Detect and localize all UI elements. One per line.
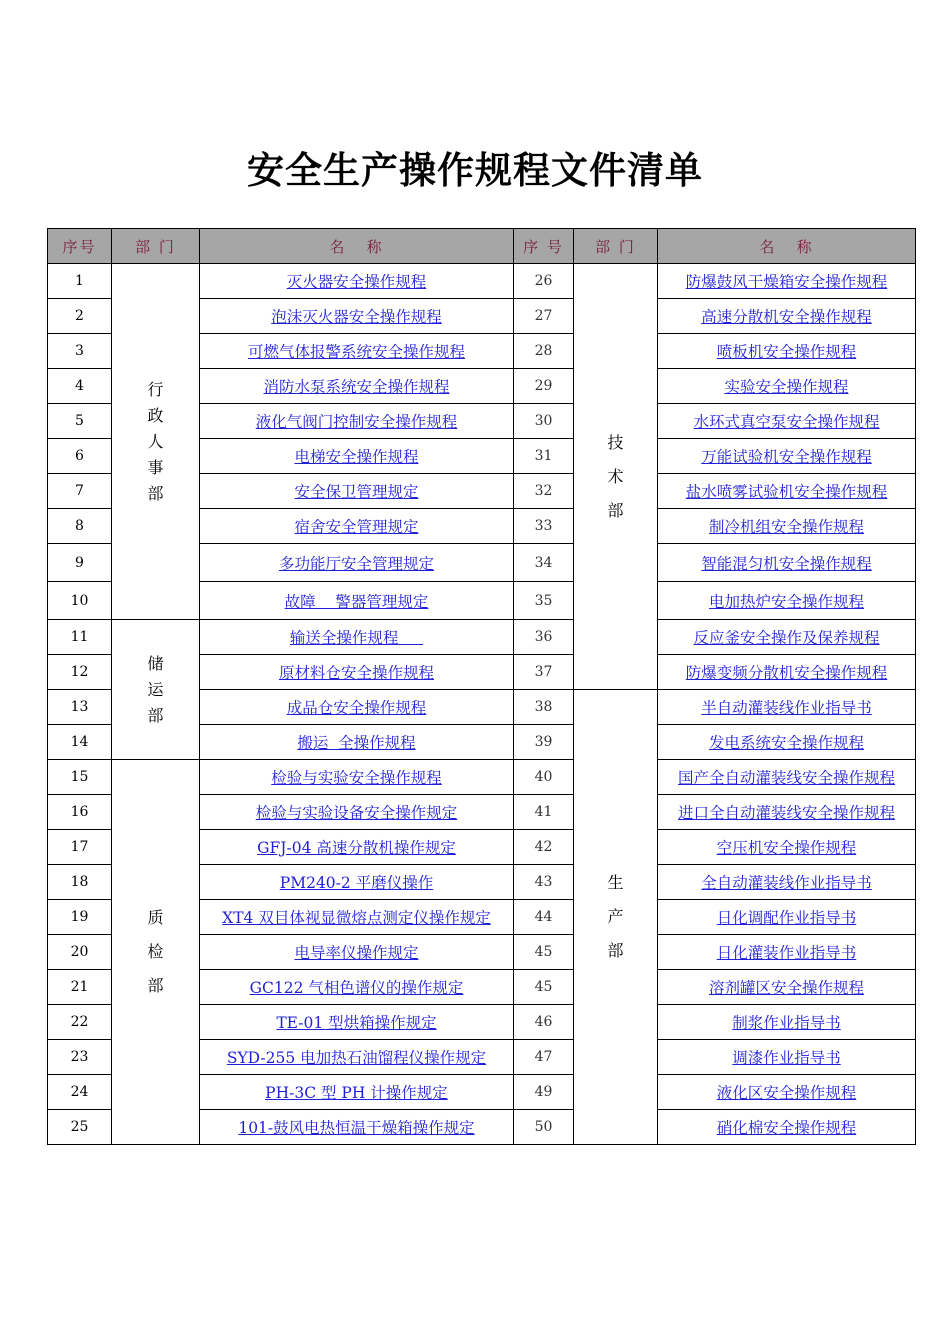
row-number-right: 40 bbox=[514, 760, 574, 795]
department-label: 生产部 bbox=[607, 873, 624, 960]
document-name-cell bbox=[200, 1005, 514, 1040]
row-number-left: 2 bbox=[48, 299, 112, 334]
row-number-right: 33 bbox=[514, 509, 574, 544]
row-number-right: 46 bbox=[514, 1005, 574, 1040]
document-name-cell bbox=[658, 690, 916, 725]
department-label: 技术部 bbox=[607, 432, 624, 520]
row-number-right: 36 bbox=[514, 620, 574, 655]
document-name-cell bbox=[200, 264, 514, 299]
document-link[interactable]: 喷板机安全操作规程 bbox=[716, 343, 857, 361]
document-link[interactable]: 消防水泵系统安全操作规程 bbox=[263, 378, 450, 396]
header-name-right: 名 称 bbox=[658, 229, 916, 264]
header-dept-right: 部 门 bbox=[574, 229, 658, 264]
row-number-left: 4 bbox=[48, 369, 112, 404]
document-link[interactable]: 故障 警器管理规定 bbox=[284, 592, 429, 611]
row-number-left: 17 bbox=[48, 830, 112, 865]
document-name-cell bbox=[200, 474, 514, 509]
document-name-cell bbox=[658, 264, 916, 299]
document-link[interactable]: 反应釜安全操作及保养规程 bbox=[693, 629, 880, 647]
table-header-row bbox=[48, 229, 916, 264]
row-number-right: 47 bbox=[514, 1040, 574, 1075]
document-name-cell bbox=[200, 865, 514, 900]
document-name-cell bbox=[200, 970, 514, 1005]
document-name-cell bbox=[658, 830, 916, 865]
document-link[interactable]: 半自动灌装线作业指导书 bbox=[701, 699, 872, 717]
row-number-left: 19 bbox=[48, 900, 112, 935]
document-link[interactable]: 水环式真空泵安全操作规程 bbox=[693, 413, 880, 431]
document-name-cell bbox=[200, 620, 514, 655]
document-name-cell bbox=[658, 935, 916, 970]
document-name-cell bbox=[200, 795, 514, 830]
row-number-right: 37 bbox=[514, 655, 574, 690]
row-number-left: 21 bbox=[48, 970, 112, 1005]
document-name-cell bbox=[658, 582, 916, 620]
header-name-left: 名 称 bbox=[200, 229, 514, 264]
row-number-right: 49 bbox=[514, 1075, 574, 1110]
row-number-right: 50 bbox=[514, 1110, 574, 1145]
document-link[interactable]: 全自动灌装线作业指导书 bbox=[701, 874, 872, 892]
row-number-left: 24 bbox=[48, 1075, 112, 1110]
document-link[interactable]: 检验与实验设备安全操作规定 bbox=[255, 804, 458, 822]
row-number-right: 27 bbox=[514, 299, 574, 334]
document-name-cell bbox=[200, 544, 514, 582]
document-link[interactable]: GFJ-04 高速分散机操作规定 bbox=[257, 839, 456, 857]
document-link[interactable]: 溶剂罐区安全操作规程 bbox=[708, 979, 864, 997]
document-name-cell bbox=[200, 334, 514, 369]
document-name-cell bbox=[658, 544, 916, 582]
document-link[interactable]: 防爆变频分散机安全操作规程 bbox=[685, 664, 888, 682]
document-link[interactable]: 宿舍安全管理规定 bbox=[294, 518, 419, 536]
document-name-cell bbox=[658, 509, 916, 544]
document-link[interactable]: 实验安全操作规程 bbox=[724, 378, 849, 396]
document-link[interactable]: 万能试验机安全操作规程 bbox=[701, 448, 872, 466]
table-row bbox=[48, 620, 916, 655]
document-link[interactable]: 搬运 全操作规程 bbox=[297, 734, 416, 752]
document-link[interactable]: 智能混匀机安全操作规程 bbox=[701, 554, 872, 573]
row-number-left: 10 bbox=[48, 582, 112, 620]
document-link[interactable]: 电梯安全操作规程 bbox=[294, 448, 419, 466]
row-number-left: 1 bbox=[48, 264, 112, 299]
document-link[interactable]: GC122 气相色谱仪的操作规定 bbox=[249, 979, 464, 997]
document-name-cell bbox=[658, 334, 916, 369]
row-number-left: 23 bbox=[48, 1040, 112, 1075]
document-link[interactable]: 检验与实验安全操作规程 bbox=[271, 769, 442, 787]
row-number-left: 25 bbox=[48, 1110, 112, 1145]
department-label: 质检部 bbox=[147, 908, 164, 995]
document-name-cell bbox=[658, 1005, 916, 1040]
row-number-left: 7 bbox=[48, 474, 112, 509]
row-number-left: 18 bbox=[48, 865, 112, 900]
document-link[interactable]: 高速分散机安全操作规程 bbox=[701, 308, 872, 326]
document-name-cell bbox=[200, 369, 514, 404]
document-name-cell bbox=[658, 1040, 916, 1075]
table-row bbox=[48, 264, 916, 299]
document-name-cell bbox=[658, 369, 916, 404]
document-link[interactable]: SYD-255 电加热石油馏程仪操作规定 bbox=[226, 1049, 487, 1067]
row-number-left: 3 bbox=[48, 334, 112, 369]
document-link[interactable]: 泡沫灭火器安全操作规程 bbox=[271, 308, 442, 326]
row-number-right: 28 bbox=[514, 334, 574, 369]
document-link[interactable]: 进口全自动灌装线安全操作规程 bbox=[677, 804, 895, 822]
row-number-right: 45 bbox=[514, 970, 574, 1005]
department-cell-quality bbox=[112, 760, 200, 1145]
document-link[interactable]: 硝化棉安全操作规程 bbox=[716, 1119, 857, 1137]
document-link[interactable]: 盐水喷雾试验机安全操作规程 bbox=[685, 483, 888, 501]
document-name-cell bbox=[658, 439, 916, 474]
document-list-table bbox=[47, 228, 916, 1145]
department-cell-storage bbox=[112, 620, 200, 760]
document-link[interactable]: 制冷机组安全操作规程 bbox=[708, 518, 864, 536]
document-link[interactable]: 多功能厅安全管理规定 bbox=[278, 554, 434, 573]
document-link[interactable]: 日化调配作业指导书 bbox=[716, 909, 857, 927]
document-name-cell bbox=[658, 1110, 916, 1145]
document-name-cell bbox=[200, 830, 514, 865]
document-name-cell bbox=[200, 760, 514, 795]
header-dept-left: 部 门 bbox=[112, 229, 200, 264]
document-link[interactable]: XT4 双目体视显微熔点测定仪操作规定 bbox=[222, 909, 491, 927]
row-number-left: 9 bbox=[48, 544, 112, 582]
page-title: 安全生产操作规程文件清单 bbox=[247, 149, 703, 192]
document-link[interactable]: TE-01 型烘箱操作规定 bbox=[276, 1014, 437, 1032]
department-label: 行政人事部 bbox=[147, 379, 164, 503]
document-name-cell bbox=[658, 760, 916, 795]
document-name-cell bbox=[200, 439, 514, 474]
row-number-left: 11 bbox=[48, 620, 112, 655]
row-number-right: 35 bbox=[514, 582, 574, 620]
document-link[interactable]: 灭火器安全操作规程 bbox=[286, 273, 427, 291]
row-number-right: 41 bbox=[514, 795, 574, 830]
row-number-right: 34 bbox=[514, 544, 574, 582]
document-name-cell bbox=[658, 900, 916, 935]
document-link[interactable]: 液化区安全操作规程 bbox=[716, 1084, 857, 1102]
document-name-cell bbox=[200, 725, 514, 760]
department-cell-production bbox=[574, 690, 658, 1145]
document-name-cell bbox=[200, 582, 514, 620]
row-number-left: 6 bbox=[48, 439, 112, 474]
document-link[interactable]: 输送全操作规程 bbox=[289, 629, 424, 647]
document-name-cell bbox=[200, 900, 514, 935]
row-number-right: 44 bbox=[514, 900, 574, 935]
row-number-left: 22 bbox=[48, 1005, 112, 1040]
row-number-left: 12 bbox=[48, 655, 112, 690]
document-link[interactable]: 空压机安全操作规程 bbox=[716, 839, 857, 857]
table-row bbox=[48, 760, 916, 795]
document-name-cell bbox=[200, 299, 514, 334]
document-link[interactable]: 制浆作业指导书 bbox=[732, 1014, 841, 1032]
document-name-cell bbox=[658, 970, 916, 1005]
row-number-right: 38 bbox=[514, 690, 574, 725]
document-link[interactable]: 安全保卫管理规定 bbox=[294, 483, 419, 501]
document-link[interactable]: 液化气阀门控制安全操作规程 bbox=[255, 413, 458, 431]
row-number-right: 31 bbox=[514, 439, 574, 474]
document-name-cell bbox=[200, 1075, 514, 1110]
row-number-left: 15 bbox=[48, 760, 112, 795]
document-name-cell bbox=[658, 404, 916, 439]
document-link[interactable]: PM240-2 平磨仪操作 bbox=[279, 874, 434, 892]
header-no-left: 序号 bbox=[48, 229, 112, 264]
document-link[interactable]: 成品仓安全操作规程 bbox=[286, 699, 427, 717]
document-link[interactable]: PH-3C 型 PH 计操作规定 bbox=[265, 1084, 448, 1102]
document-link[interactable]: 国产全自动灌装线安全操作规程 bbox=[677, 769, 895, 787]
document-name-cell bbox=[200, 935, 514, 970]
document-name-cell bbox=[658, 299, 916, 334]
document-link[interactable]: 101-鼓风电热恒温干燥箱操作规定 bbox=[238, 1119, 475, 1137]
document-name-cell bbox=[200, 655, 514, 690]
document-link[interactable]: 发电系统安全操作规程 bbox=[708, 734, 864, 752]
row-number-left: 20 bbox=[48, 935, 112, 970]
document-name-cell bbox=[200, 509, 514, 544]
header-no-right: 序 号 bbox=[514, 229, 574, 264]
row-number-right: 45 bbox=[514, 935, 574, 970]
document-link[interactable]: 电导率仪操作规定 bbox=[294, 944, 419, 962]
row-number-left: 14 bbox=[48, 725, 112, 760]
row-number-left: 13 bbox=[48, 690, 112, 725]
row-number-right: 30 bbox=[514, 404, 574, 439]
document-link[interactable]: 防爆鼓风干燥箱安全操作规程 bbox=[685, 273, 888, 291]
row-number-right: 43 bbox=[514, 865, 574, 900]
department-cell-admin bbox=[112, 264, 200, 620]
document-link[interactable]: 调漆作业指导书 bbox=[732, 1049, 841, 1067]
document-name-cell bbox=[658, 655, 916, 690]
document-name-cell bbox=[658, 865, 916, 900]
row-number-right: 32 bbox=[514, 474, 574, 509]
document-link[interactable]: 电加热炉安全操作规程 bbox=[708, 592, 864, 611]
document-link[interactable]: 日化灌装作业指导书 bbox=[716, 944, 857, 962]
row-number-right: 26 bbox=[514, 264, 574, 299]
document-name-cell bbox=[200, 1040, 514, 1075]
document-name-cell bbox=[658, 474, 916, 509]
row-number-right: 29 bbox=[514, 369, 574, 404]
department-cell-tech bbox=[574, 264, 658, 690]
row-number-left: 5 bbox=[48, 404, 112, 439]
row-number-right: 42 bbox=[514, 830, 574, 865]
document-name-cell bbox=[658, 620, 916, 655]
row-number-left: 8 bbox=[48, 509, 112, 544]
document-name-cell bbox=[658, 795, 916, 830]
document-name-cell bbox=[658, 1075, 916, 1110]
document-name-cell bbox=[200, 1110, 514, 1145]
department-label: 储运部 bbox=[147, 653, 164, 725]
document-name-cell bbox=[658, 725, 916, 760]
document-link[interactable]: 原材料仓安全操作规程 bbox=[278, 664, 434, 682]
document-link[interactable]: 可燃气体报警系统安全操作规程 bbox=[247, 343, 465, 361]
document-name-cell bbox=[200, 690, 514, 725]
row-number-right: 39 bbox=[514, 725, 574, 760]
document-name-cell bbox=[200, 404, 514, 439]
row-number-left: 16 bbox=[48, 795, 112, 830]
